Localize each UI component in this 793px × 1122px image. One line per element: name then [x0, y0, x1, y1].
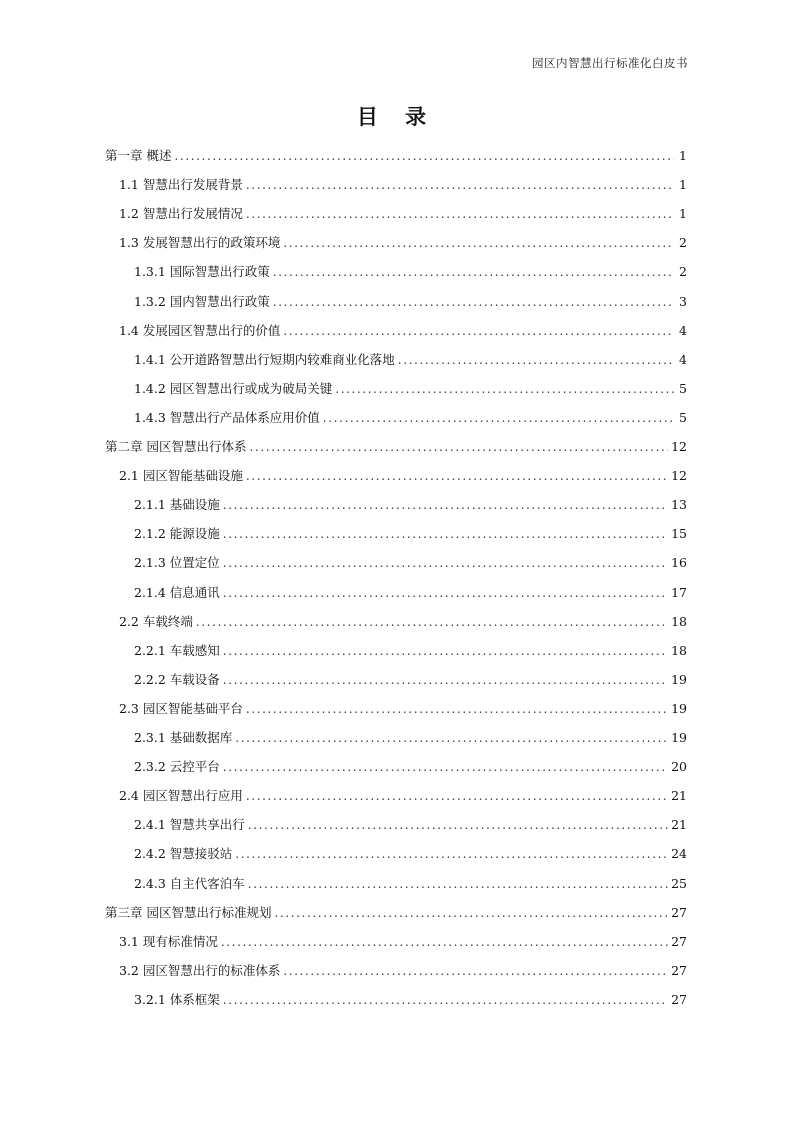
toc-entry[interactable]	[119, 781, 687, 810]
toc-entry-page-number: 19	[671, 700, 687, 716]
toc-entry[interactable]	[134, 578, 687, 607]
toc-entry[interactable]	[134, 490, 687, 519]
toc-entry-title: 2.3 园区智能基础平台	[119, 700, 243, 716]
toc-entry-title: 1.1 智慧出行发展背景	[119, 177, 243, 193]
toc-entry[interactable]	[134, 374, 687, 403]
toc-entry-page-number: 1	[679, 206, 687, 222]
toc-entry-title: 2.3.2 云控平台	[134, 759, 220, 775]
toc-dot-leader	[283, 317, 674, 346]
toc-entry[interactable]	[119, 170, 687, 199]
toc-entry-title: 2.1.3 位置定位	[134, 555, 220, 571]
toc-entry-page-number: 12	[671, 468, 687, 484]
toc-entry-page-number: 17	[671, 584, 687, 600]
toc-entry-title: 2.2.2 车载设备	[134, 671, 220, 687]
toc-entry[interactable]	[134, 839, 687, 868]
toc-entry[interactable]	[134, 548, 687, 577]
toc-dot-leader	[235, 724, 668, 753]
toc-dot-leader	[283, 229, 674, 258]
toc-entry-page-number: 4	[679, 351, 687, 367]
toc-title: 目 录	[356, 105, 437, 129]
toc-dot-leader	[323, 404, 674, 433]
toc-entry-page-number: 2	[679, 264, 687, 280]
toc-dot-leader	[246, 695, 668, 724]
toc-dot-leader	[223, 549, 668, 578]
toc-entry-title: 2.4.2 智慧接驳站	[134, 846, 233, 862]
toc-dot-leader	[223, 579, 668, 608]
toc-entry-page-number: 24	[671, 846, 687, 862]
toc-dot-leader	[246, 782, 668, 811]
toc-entry[interactable]	[119, 607, 687, 636]
toc-entry[interactable]	[105, 898, 687, 927]
toc-entry-title: 2.3.1 基础数据库	[134, 730, 233, 745]
toc-entry[interactable]	[134, 519, 687, 548]
toc-entry[interactable]	[134, 810, 687, 839]
toc-entry[interactable]	[119, 461, 687, 490]
toc-entry-title: 2.2 车载终端	[119, 613, 193, 629]
toc-entry[interactable]	[134, 636, 687, 665]
toc-entry[interactable]	[119, 927, 687, 956]
toc-entry-page-number: 3	[679, 293, 687, 309]
toc-entry[interactable]	[119, 956, 687, 985]
toc-entry-page-number: 5	[679, 409, 687, 425]
toc-entry[interactable]	[105, 432, 687, 461]
toc-dot-leader	[273, 288, 674, 317]
toc-entry-title: 2.1.1 基础设施	[134, 497, 220, 513]
toc-entry-title: 3.1 现有标准情况	[119, 933, 218, 949]
toc-entry-title: 第二章 园区智慧出行体系	[105, 439, 247, 454]
toc-entry-title: 3.2 园区智慧出行的标准体系	[119, 962, 281, 978]
toc-dot-leader	[223, 520, 668, 549]
toc-dot-leader	[221, 928, 668, 957]
toc-dot-leader	[246, 200, 674, 229]
toc-entry[interactable]	[105, 141, 687, 170]
toc-entry-title: 1.4 发展园区智慧出行的价值	[119, 322, 281, 338]
toc-entry-title: 2.1.2 能源设施	[134, 526, 220, 542]
toc-entry[interactable]	[119, 316, 687, 345]
toc-entry-page-number: 19	[671, 671, 687, 687]
toc-entry-page-number: 21	[671, 788, 687, 804]
toc-dot-leader	[235, 840, 668, 869]
toc-entry-title: 1.4.1 公开道路智慧出行短期内较难商业化落地	[134, 351, 395, 367]
toc-entry[interactable]	[134, 985, 687, 1014]
toc-entry[interactable]	[119, 199, 687, 228]
toc-entry-title: 2.4.1 智慧共享出行	[134, 817, 245, 833]
toc-dot-leader	[248, 870, 668, 899]
toc-dot-leader	[196, 608, 668, 637]
running-header-title: 园区内智慧出行标准化白皮书	[532, 56, 688, 70]
toc-entry-title: 2.4 园区智慧出行应用	[119, 788, 243, 804]
toc-entry-page-number: 27	[671, 904, 687, 920]
toc-entry-page-number: 21	[671, 817, 687, 833]
toc-entry[interactable]	[119, 694, 687, 723]
toc-dot-leader	[248, 811, 668, 840]
toc-entry-page-number: 16	[671, 555, 687, 571]
toc-entry-title: 1.4.2 园区智慧出行或成为破局关键	[134, 380, 333, 396]
toc-entry[interactable]	[134, 403, 687, 432]
toc-entry-title: 1.3.1 国际智慧出行政策	[134, 264, 270, 280]
toc-dot-leader	[174, 142, 674, 171]
toc-entry-page-number: 20	[671, 759, 687, 775]
toc-dot-leader	[223, 491, 668, 520]
toc-entry-title: 1.3 发展智慧出行的政策环境	[119, 235, 281, 251]
toc-entry[interactable]	[134, 665, 687, 694]
toc-dot-leader	[283, 957, 668, 986]
toc-entry-page-number: 13	[671, 497, 687, 513]
toc-entry[interactable]	[134, 257, 687, 286]
toc-entry-page-number: 25	[671, 875, 687, 891]
toc-entry-page-number: 12	[671, 439, 687, 454]
toc-dot-leader	[335, 375, 674, 404]
toc-entry[interactable]	[119, 228, 687, 257]
toc-dot-leader	[398, 346, 674, 375]
toc-dot-leader	[223, 753, 668, 782]
toc-dot-leader	[246, 171, 674, 200]
toc-entry-page-number: 27	[671, 962, 687, 978]
toc-entry-title: 2.1 园区智能基础设施	[119, 468, 243, 484]
toc-entry-page-number: 1	[679, 148, 687, 163]
toc-entry-page-number: 18	[671, 613, 687, 629]
toc-entry[interactable]	[134, 869, 687, 898]
toc-entry-title: 1.4.3 智慧出行产品体系应用价值	[134, 409, 320, 425]
toc-entry-title: 1.3.2 国内智慧出行政策	[134, 293, 270, 309]
toc-entry-title: 2.2.1 车载感知	[134, 642, 220, 658]
toc-dot-leader	[274, 899, 668, 928]
toc-entry-title: 第一章 概述	[105, 148, 172, 163]
toc-dot-leader	[223, 986, 668, 1015]
toc-dot-leader	[223, 666, 668, 695]
toc-entry-page-number: 18	[671, 642, 687, 658]
toc-entry-title: 第三章 园区智慧出行标准规划	[105, 904, 272, 920]
toc-dot-leader	[273, 258, 674, 287]
toc-entry-page-number: 27	[671, 991, 687, 1007]
toc-entry-page-number: 5	[679, 380, 687, 396]
toc-entry[interactable]	[134, 752, 687, 781]
toc-dot-leader	[223, 637, 668, 666]
toc-entry[interactable]	[134, 345, 687, 374]
toc-entry-page-number: 19	[671, 730, 687, 745]
toc-entry-page-number: 27	[671, 933, 687, 949]
toc-entry-title: 3.2.1 体系框架	[134, 991, 220, 1007]
toc-entry-title: 2.1.4 信息通讯	[134, 584, 220, 600]
toc-entry-page-number: 15	[671, 526, 687, 542]
toc-entry-page-number: 2	[679, 235, 687, 251]
toc-entry-page-number: 1	[679, 177, 687, 193]
toc-entry[interactable]	[134, 287, 687, 316]
toc-entry[interactable]	[134, 723, 687, 752]
toc-entry-title: 2.4.3 自主代客泊车	[134, 875, 245, 891]
toc-entry-page-number: 4	[679, 322, 687, 338]
toc-entry-title: 1.2 智慧出行发展情况	[119, 206, 243, 222]
toc-dot-leader	[249, 433, 668, 462]
toc-dot-leader	[246, 462, 668, 491]
